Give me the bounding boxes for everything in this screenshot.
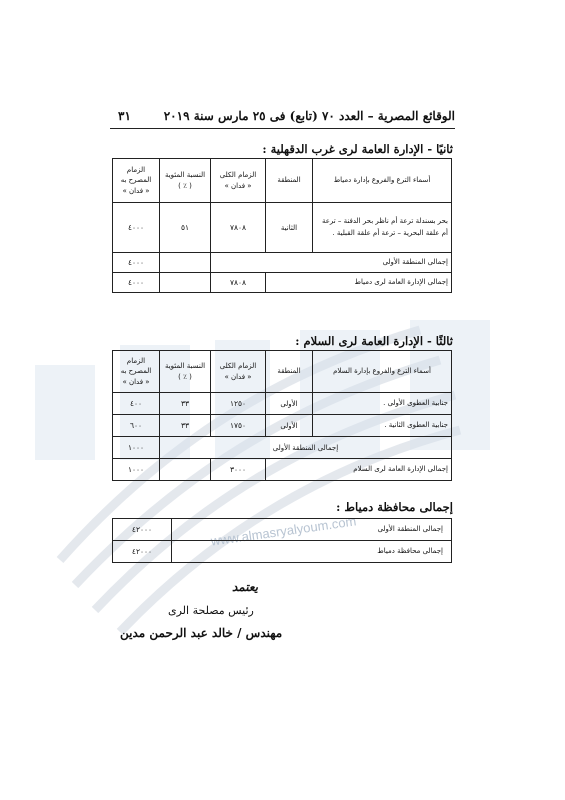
table-header-row xyxy=(113,351,452,393)
total-licensed: ٤٠٠٠ xyxy=(113,273,160,293)
page-header xyxy=(110,107,455,127)
row-total: ١٢٥٠ xyxy=(211,393,266,415)
row-region: الثانية xyxy=(266,203,313,253)
row-name: بحر بسندلة ترعة أم ناظر بحر الدفنة – ترعة أم علقة البحرية – ترعة أم علقة القبلية . xyxy=(313,203,452,253)
col-names-header: أسماء الترع والفروع بإدارة دمياط xyxy=(313,159,452,203)
total-licensed: ١٠٠٠ xyxy=(113,459,160,481)
signatory-name: مهندس / خالد عبد الرحمن مدين xyxy=(120,626,283,640)
row-licensed: ٤٠٠ xyxy=(113,393,160,415)
gov-row-label: إجمالى محافظة دمياط xyxy=(172,541,452,563)
section3-table xyxy=(112,350,452,481)
subtotal-row xyxy=(113,253,452,273)
row-licensed: ٤٠٠٠ xyxy=(113,203,160,253)
col-licensed-header: الزمام المصرح به « فدان » xyxy=(113,159,160,203)
col-names-header: أسماء الترع والفروع بإدارة السلام xyxy=(313,351,452,393)
row-region: الأولى xyxy=(266,393,313,415)
page-number: ٣١ xyxy=(118,109,131,123)
row-percent: ٣٣ xyxy=(160,393,211,415)
table-row xyxy=(113,519,452,541)
gov-row-value: ٤٢٠٠٠ xyxy=(113,519,172,541)
table-row xyxy=(113,203,452,253)
total-total: ٣٠٠٠ xyxy=(211,459,266,481)
governorate-title: إجمالى محافظة دمياط : xyxy=(336,500,453,514)
header-title: الوقائع المصرية – العدد ٧٠ (تابع) فى ٢٥ مارس سنة ٢٠١٩ xyxy=(163,109,455,123)
section2-title: ثانيًا - الإدارة العامة لرى غرب الدقهلية : xyxy=(262,142,453,156)
row-region: الأولى xyxy=(266,415,313,437)
row-licensed: ٦٠٠ xyxy=(113,415,160,437)
subtotal-licensed: ١٠٠٠ xyxy=(113,437,160,459)
total-label: إجمالى الإدارة العامة لرى السلام xyxy=(266,459,452,481)
row-name: جنابية العطوى الأولى . xyxy=(313,393,452,415)
table-row xyxy=(113,541,452,563)
total-label: إجمالى الإدارة العامة لرى دمياط xyxy=(266,273,452,293)
col-total-header: الزمام الكلى « فدان » xyxy=(211,159,266,203)
row-total: ١٧٥٠ xyxy=(211,415,266,437)
row-percent: ٥١ xyxy=(160,203,211,253)
col-percent-header: النسبة المئوية ( ٪ ) xyxy=(160,351,211,393)
governorate-table xyxy=(112,518,452,563)
table-header-row xyxy=(113,159,452,203)
row-name: جنابية العطوى الثانية . xyxy=(313,415,452,437)
subtotal-licensed: ٤٠٠٠ xyxy=(113,253,160,273)
row-total: ٧٨٠٨ xyxy=(211,203,266,253)
section3-title: ثالثًا - الإدارة العامة لرى السلام : xyxy=(295,334,453,348)
total-row xyxy=(113,273,452,293)
subtotal-label: إجمالى المنطقة الأولى xyxy=(211,253,452,273)
header-rule xyxy=(110,128,455,129)
col-percent-header: النسبة المئوية ( ٪ ) xyxy=(160,159,211,203)
subtotal-label: إجمالى المنطقة الأولى xyxy=(160,437,452,459)
table-row xyxy=(113,415,452,437)
gov-row-value: ٤٢٠٠٠ xyxy=(113,541,172,563)
row-percent: ٣٣ xyxy=(160,415,211,437)
total-row xyxy=(113,459,452,481)
section2-table xyxy=(112,158,452,293)
watermark-url: www.almasryalyoum.com xyxy=(209,513,358,549)
signatory-role: رئيس مصلحة الرى xyxy=(168,604,254,617)
subtotal-row xyxy=(113,437,452,459)
total-total: ٧٨٠٨ xyxy=(211,273,266,293)
col-total-header: الزمام الكلى « فدان » xyxy=(211,351,266,393)
col-region-header: المنطقة xyxy=(266,351,313,393)
table-row xyxy=(113,393,452,415)
gov-row-label: إجمالى المنطقة الأولى xyxy=(172,519,452,541)
col-region-header: المنطقة xyxy=(266,159,313,203)
col-licensed-header: الزمام المصرح به « فدان » xyxy=(113,351,160,393)
approval-text: يعتمد xyxy=(232,580,258,594)
